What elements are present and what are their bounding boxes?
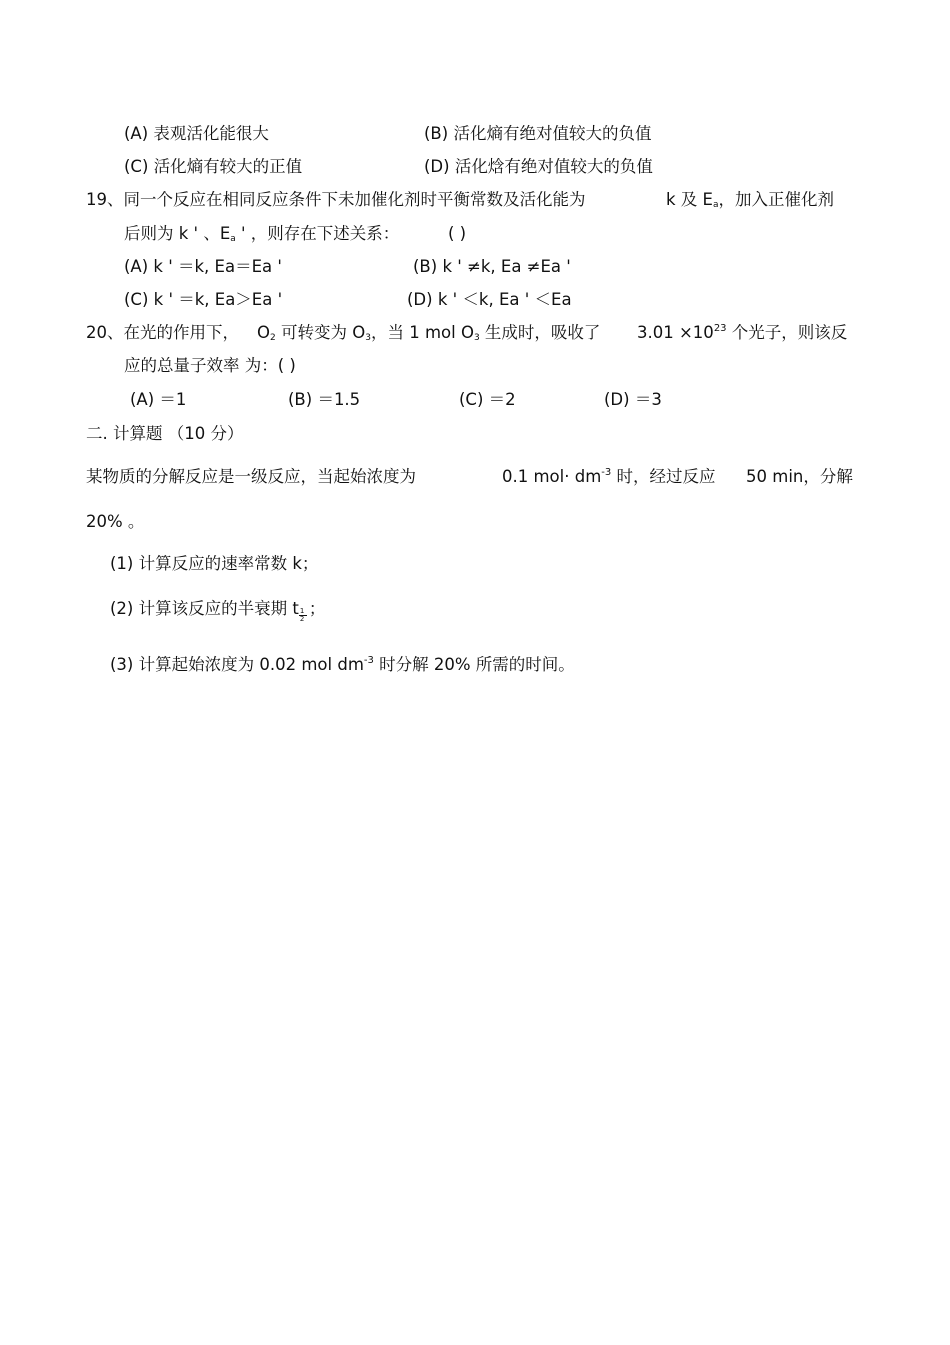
q18-option-d: (D) 活化焓有绝对值较大的负值	[424, 157, 653, 176]
q19-stem-line2-a: 后则为 k ' 、E	[124, 224, 231, 243]
section2-intro-line2: 20% 。	[86, 512, 145, 531]
q19-stem-tail: ，加入正催化剂	[718, 190, 834, 209]
q20-stem-b: 可转变为 O	[275, 323, 366, 342]
q19-answer-paren: ( )	[448, 224, 467, 243]
section2-item2-tail: ；	[308, 599, 326, 618]
q18-option-b: (B) 活化熵有绝对值较大的负值	[424, 124, 652, 143]
q19-option-a: (A) k ' ＝k, Ea＝Ea '	[124, 257, 282, 276]
q20-stem-d: 生成时，吸收了	[479, 323, 601, 342]
q19-subscript-a2: a	[230, 234, 236, 244]
q20-option-c: (C) ＝2	[459, 390, 516, 409]
half-fraction	[299, 604, 309, 623]
q19-subscript-a: a	[712, 200, 719, 210]
q20-stem-a: 20、在光的作用下，	[86, 323, 239, 342]
q19-stem-line1	[86, 192, 586, 209]
q19-stem-line2	[124, 226, 399, 243]
section2-concentration: 0.1 mol· dm	[502, 467, 602, 486]
q20-o2-subscript: 2	[270, 333, 276, 343]
q19-option-d: (D) k ' ＜k, Ea ' ＜Ea	[407, 290, 572, 309]
section2-intro-conc	[502, 469, 716, 486]
q20-option-a: (A) ＝1	[130, 390, 187, 409]
section2-item2	[110, 599, 326, 623]
q19-option-b: (B) k ' ≠k, Ea ≠Ea '	[413, 257, 571, 276]
q20-o2: O	[257, 323, 270, 342]
section2-intro-b: 时，经过反应	[611, 467, 716, 486]
section2-item3-a: (3) 计算起始浓度为 0.02 mol dm	[110, 655, 364, 674]
section2-item3-exponent: -3	[363, 655, 374, 666]
q18-option-a: (A) 表观活化能很大	[124, 124, 269, 143]
q20-stem-line2: 应的总量子效率 为：( )	[124, 356, 296, 375]
q20-option-b: (B) ＝1.5	[288, 390, 361, 409]
half-fraction-numerator: 1	[299, 607, 305, 615]
section2-concentration-exponent: -3	[601, 467, 612, 478]
q20-stem-line1	[86, 325, 600, 342]
q19-option-c: (C) k ' ＝k, Ea＞Ea '	[124, 290, 283, 309]
section2-item2-text: (2) 计算该反应的半衰期 t	[110, 599, 299, 618]
q19-stem-text: 19、同一个反应在相同反应条件下未加催化剂时平衡常数及活化能为	[86, 190, 586, 209]
section2-item3	[110, 657, 575, 674]
section2-heading: 二. 计算题 （10 分）	[86, 424, 244, 443]
q18-option-c: (C) 活化熵有较大的正值	[124, 157, 303, 176]
q20-stem-tail: 个光子，则该反	[726, 323, 848, 342]
q19-stem-line2-b: ' ，则存在下述关系：	[235, 224, 400, 243]
q20-option-d: (D) ＝3	[604, 390, 662, 409]
q20-photon-count: 3.01 ×10	[637, 323, 714, 342]
q20-o3-subscript-2: 3	[473, 333, 480, 343]
section2-intro-time: 50 min，分解	[746, 467, 853, 486]
q20-photon-exponent: 23	[713, 323, 727, 334]
section2-intro-a: 某物质的分解反应是一级反应，当起始浓度为	[86, 467, 416, 486]
section2-item1: (1) 计算反应的速率常数 k；	[110, 554, 319, 573]
q19-stem-line1-tail	[666, 192, 834, 209]
q19-k-ea: k 及 E	[666, 190, 713, 209]
section2-item3-b: 时分解 20% 所需的时间。	[373, 655, 575, 674]
half-fraction-denominator: 2	[299, 615, 305, 623]
q20-o3-subscript: 3	[365, 333, 371, 343]
q20-stem-c: ，当 1 mol O	[370, 323, 474, 342]
q20-stem-line1-tail	[637, 325, 847, 342]
